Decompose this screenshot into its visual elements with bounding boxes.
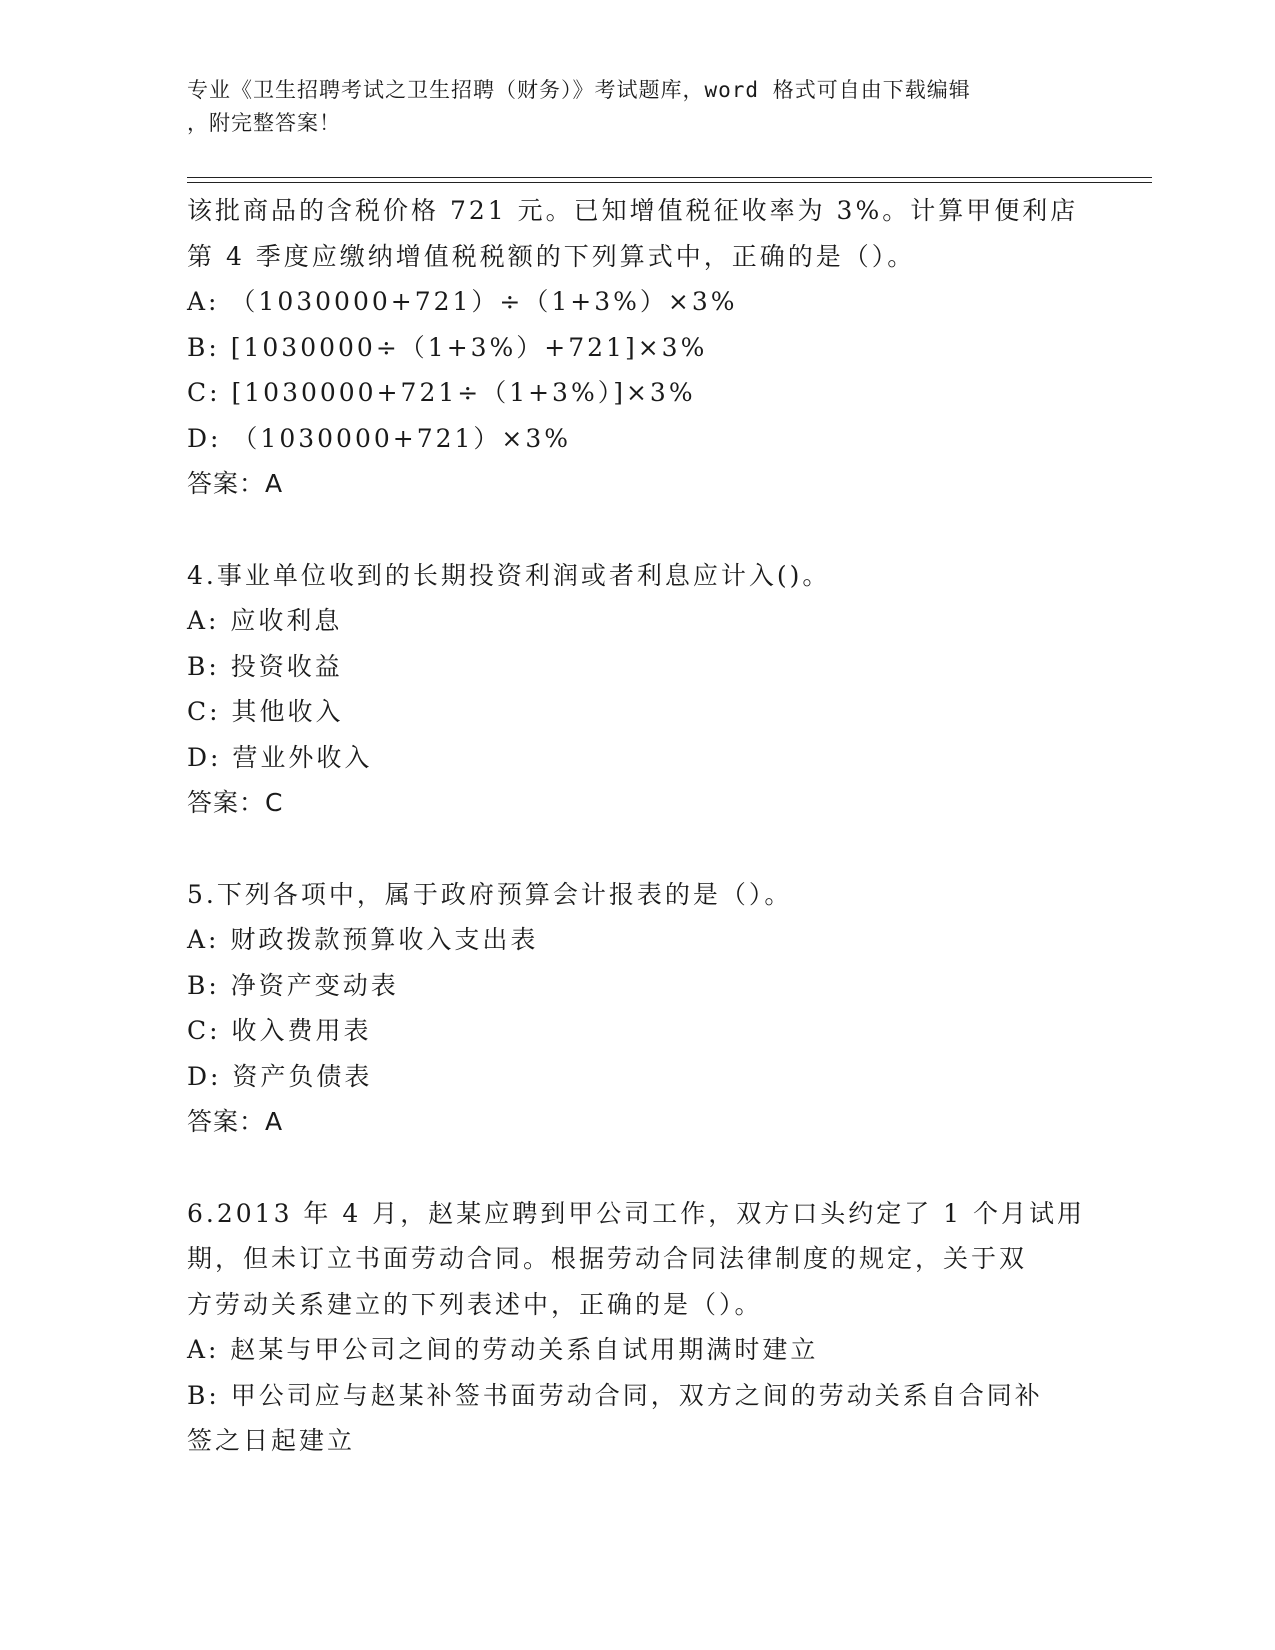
question-text-line: 期，但未订立书面劳动合同。根据劳动合同法律制度的规定，关于双	[187, 1244, 1028, 1273]
option-a: A: 应收利息	[187, 606, 343, 635]
option-d: D: 资产负债表	[187, 1061, 373, 1091]
document-header	[187, 74, 1067, 140]
option-d: D: 营业外收入	[187, 742, 373, 772]
question-block-4	[187, 553, 1087, 826]
question-block-5	[187, 872, 1087, 1145]
header-line-2: ，附完整答案！	[187, 111, 341, 135]
option-c: C: 其他收入	[187, 697, 344, 726]
option-b: B: 投资收益	[187, 651, 343, 681]
question-text-line: 第 4 季度应缴纳增值税税额的下列算式中，正确的是（）。	[187, 241, 916, 271]
spacer	[187, 1145, 1087, 1191]
question-text-line: 4.事业单位收到的长期投资利润或者利息应计入()。	[187, 560, 831, 590]
header-rule-top	[187, 177, 1152, 178]
header-line-1: 专业《卫生招聘考试之卫生招聘（财务）》考试题库，word 格式可自由下载编辑	[187, 78, 971, 102]
spacer	[187, 826, 1087, 872]
option-a: A: （1030000+721）÷（1+3%）×3%	[187, 287, 738, 316]
question-text-line: 方劳动关系建立的下列表述中，正确的是（）。	[187, 1289, 763, 1319]
question-block-6	[187, 1191, 1087, 1464]
question-text-line: 5.下列各项中，属于政府预算会计报表的是（）。	[187, 879, 793, 909]
option-b: B: [1030000÷（1+3%）+721]×3%	[187, 332, 708, 362]
header-rule-bottom	[187, 182, 1152, 183]
answer-line: 答案：A	[187, 1107, 284, 1136]
spacer	[187, 507, 1087, 553]
question-text-line: 该批商品的含税价格 721 元。已知增值税征收率为 3%。计算甲便利店	[187, 196, 1079, 225]
option-d: D: （1030000+721）×3%	[187, 423, 572, 453]
option-a: A: 赵某与甲公司之间的劳动关系自试用期满时建立	[187, 1335, 819, 1364]
answer-line: 答案：C	[187, 788, 284, 817]
option-c: C: 收入费用表	[187, 1016, 372, 1045]
question-block-continued	[187, 188, 1087, 507]
question-content	[187, 188, 1087, 1464]
option-b-continued: 签之日起建立	[187, 1426, 356, 1455]
option-b: B: 净资产变动表	[187, 970, 399, 1000]
answer-line: 答案：A	[187, 469, 284, 498]
question-text-line: 6.2013 年 4 月，赵某应聘到甲公司工作，双方口头约定了 1 个月试用	[187, 1198, 1086, 1228]
option-a: A: 财政拨款预算收入支出表	[187, 925, 539, 954]
option-c: C: [1030000+721÷（1+3%）]×3%	[187, 378, 696, 407]
option-b: B: 甲公司应与赵某补签书面劳动合同，双方之间的劳动关系自合同补	[187, 1380, 1043, 1410]
